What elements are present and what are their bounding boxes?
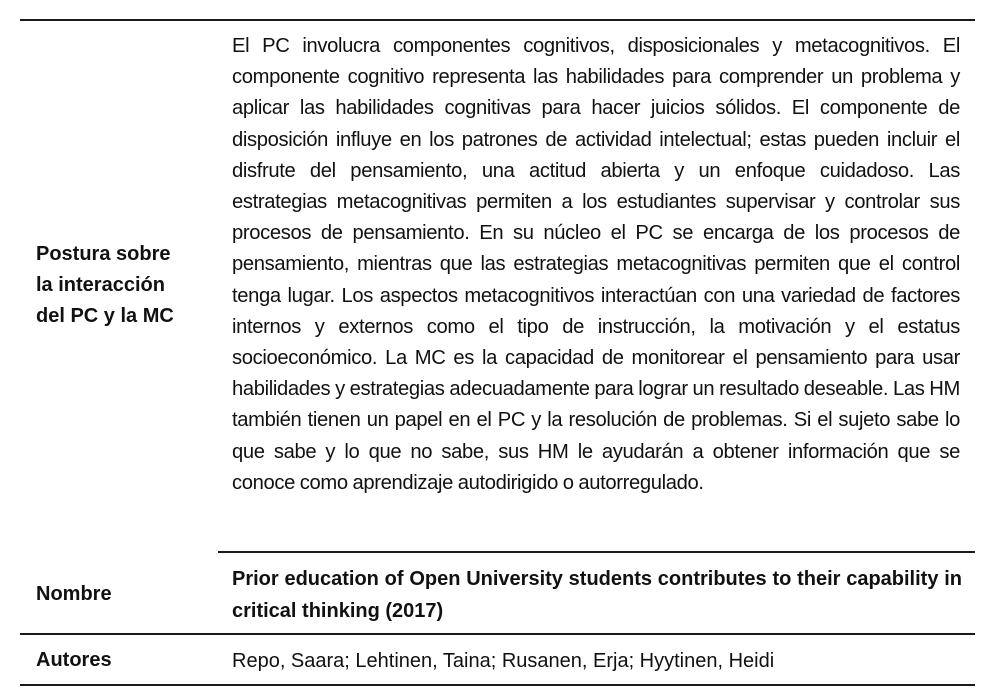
name-row-label: Nombre xyxy=(36,583,112,605)
posture-row-label: Postura sobre la interacción del PC y la MC xyxy=(36,243,174,327)
posture-row-divider xyxy=(218,551,975,553)
name-row-divider xyxy=(20,633,975,635)
table-bottom-rule xyxy=(20,684,975,686)
authors-row-text: Repo, Saara; Lehtinen, Taina; Rusanen, Erja; Hyytinen, Heidi xyxy=(232,650,775,672)
name-row-title: Prior education of Open University students contributes to their capability in critical thinking (2017) xyxy=(232,568,962,622)
authors-row-label: Autores xyxy=(36,649,112,671)
posture-row-text: El PC involucra componentes cognitivos, disposicionales y metacognitivos. El componente cognitivo representa las habilidades para comprender un problema y aplicar las habilidades cognitivas para hacer juicios sólidos. El componente de disposición influye en los patrones de actividad intelectual; estas pueden incluir el disfrute del pensamiento, una actitud abierta y un enfoque cuidadoso. Las estrategias metacognitivas permiten a los estudiantes supervisar y controlar sus procesos de pensamiento. En su núcleo el PC se encarga de los procesos de pensamiento, mientras que las estrategias metacognitivas permiten que el control tenga lugar. Los aspectos metacognitivos interactúan con una variedad de factores internos y externos como el tipo de instrucción, la motivación y el estatus socioeconómico. La MC es la capacidad de monitorear el pensamiento para usar habilidades y estrategias adecuadamente para lograr un resultado deseable. Las HM también tienen un papel en el PC y la resolución de problemas. Si el sujeto sabe lo que sabe y lo que no sabe, sus HM le ayudarán a obtener información que se conoce como aprendizaje autodirigido o autorregulado. xyxy=(232,35,960,494)
table-top-rule xyxy=(20,19,975,21)
